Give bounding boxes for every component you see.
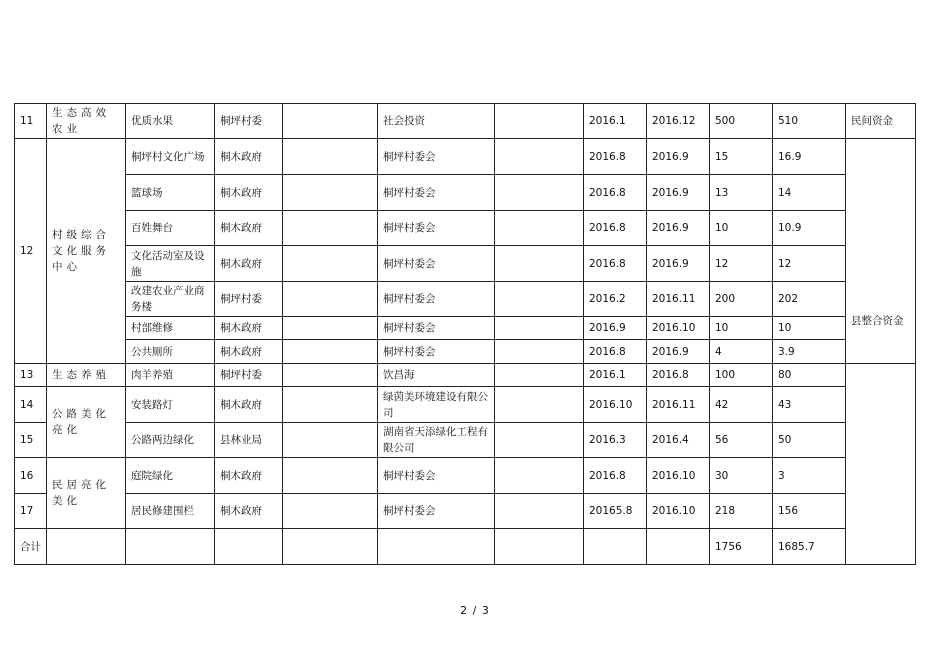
project-cell: 村部维修 — [126, 317, 215, 340]
start-date-cell: 2016.8 — [584, 211, 647, 246]
row-number: 11 — [15, 104, 47, 139]
planned-amount-cell: 12 — [710, 246, 773, 282]
blank-cell — [495, 175, 584, 211]
unit-cell: 桐木政府 — [215, 340, 283, 364]
actual-amount-cell: 16.9 — [773, 139, 846, 175]
unit-cell: 桐木政府 — [215, 211, 283, 246]
end-date-cell: 2016.10 — [647, 458, 710, 494]
unit-cell: 桐木政府 — [215, 317, 283, 340]
row-number: 14 — [15, 387, 47, 423]
blank-cell — [283, 317, 378, 340]
project-cell: 优质水果 — [126, 104, 215, 139]
actual-amount-cell: 3.9 — [773, 340, 846, 364]
blank-cell — [283, 423, 378, 458]
actual-amount-cell: 43 — [773, 387, 846, 423]
actual-amount-cell: 510 — [773, 104, 846, 139]
investor-cell: 桐坪村委会 — [378, 246, 495, 282]
project-cell: 居民修建围栏 — [126, 494, 215, 529]
unit-cell: 桐坪村委 — [215, 364, 283, 387]
unit-cell: 桐木政府 — [215, 494, 283, 529]
unit-cell: 桐木政府 — [215, 246, 283, 282]
start-date-cell: 2016.8 — [584, 246, 647, 282]
blank-cell — [283, 494, 378, 529]
unit-cell: 桐坪村委 — [215, 282, 283, 317]
table-row — [15, 175, 916, 211]
blank-cell — [47, 529, 126, 565]
end-date-cell: 2016.10 — [647, 317, 710, 340]
table-row — [15, 282, 916, 317]
blank-cell — [283, 458, 378, 494]
table-row — [15, 246, 916, 282]
planned-amount-cell: 13 — [710, 175, 773, 211]
investor-cell: 桐坪村委会 — [378, 317, 495, 340]
investor-cell: 桐坪村委会 — [378, 282, 495, 317]
actual-amount-cell: 10.9 — [773, 211, 846, 246]
planned-amount-cell: 4 — [710, 340, 773, 364]
blank-cell — [495, 340, 584, 364]
blank-cell — [283, 104, 378, 139]
blank-cell — [378, 529, 495, 565]
unit-cell: 桐木政府 — [215, 387, 283, 423]
total-planned: 1756 — [710, 529, 773, 565]
totals-row — [15, 529, 916, 565]
table-row — [15, 139, 916, 175]
project-table — [14, 103, 916, 565]
planned-amount-cell: 10 — [710, 317, 773, 340]
investor-cell: 绿茵美环境建设有限公司 — [378, 387, 495, 423]
start-date-cell: 20165.8 — [584, 494, 647, 529]
category-cell: 村级综合文化服务中心 — [47, 139, 126, 364]
unit-cell: 县林业局 — [215, 423, 283, 458]
actual-amount-cell: 50 — [773, 423, 846, 458]
planned-amount-cell: 15 — [710, 139, 773, 175]
project-cell: 公共厕所 — [126, 340, 215, 364]
investor-cell: 桐坪村委会 — [378, 494, 495, 529]
planned-amount-cell: 218 — [710, 494, 773, 529]
row-number: 12 — [15, 139, 47, 364]
project-cell: 庭院绿化 — [126, 458, 215, 494]
table-row — [15, 104, 916, 139]
table-row — [15, 317, 916, 340]
end-date-cell: 2016.11 — [647, 282, 710, 317]
totals-label: 合计 — [15, 529, 47, 565]
start-date-cell: 2016.1 — [584, 104, 647, 139]
planned-amount-cell: 100 — [710, 364, 773, 387]
blank-cell — [283, 282, 378, 317]
table-row — [15, 423, 916, 458]
actual-amount-cell: 202 — [773, 282, 846, 317]
table-row — [15, 458, 916, 494]
blank-cell — [126, 529, 215, 565]
start-date-cell: 2016.8 — [584, 139, 647, 175]
start-date-cell: 2016.10 — [584, 387, 647, 423]
project-cell: 桐坪村文化广场 — [126, 139, 215, 175]
planned-amount-cell: 200 — [710, 282, 773, 317]
blank-cell — [495, 246, 584, 282]
blank-cell — [283, 246, 378, 282]
investor-cell: 桐坪村委会 — [378, 340, 495, 364]
project-cell: 公路两边绿化 — [126, 423, 215, 458]
unit-cell: 桐木政府 — [215, 458, 283, 494]
table-row — [15, 494, 916, 529]
start-date-cell: 2016.2 — [584, 282, 647, 317]
blank-cell — [495, 423, 584, 458]
actual-amount-cell: 3 — [773, 458, 846, 494]
end-date-cell: 2016.11 — [647, 387, 710, 423]
blank-cell — [283, 529, 378, 565]
investor-cell: 桐坪村委会 — [378, 211, 495, 246]
table-row — [15, 211, 916, 246]
start-date-cell: 2016.1 — [584, 364, 647, 387]
start-date-cell: 2016.9 — [584, 317, 647, 340]
category-cell: 公路美化亮化 — [47, 387, 126, 458]
blank-cell — [215, 529, 283, 565]
blank-cell — [495, 139, 584, 175]
investor-cell: 湖南省天添绿化工程有限公司 — [378, 423, 495, 458]
category-cell: 生态高效农业 — [47, 104, 126, 139]
page-indicator: 2 / 3 — [460, 604, 490, 617]
total-actual: 1685.7 — [773, 529, 846, 565]
end-date-cell: 2016.4 — [647, 423, 710, 458]
table-row — [15, 364, 916, 387]
funding-source-cell: 民间资金 — [846, 104, 916, 139]
project-cell: 篮球场 — [126, 175, 215, 211]
category-cell: 生态养殖 — [47, 364, 126, 387]
blank-cell — [647, 529, 710, 565]
investor-cell: 桐坪村委会 — [378, 175, 495, 211]
project-cell: 百姓舞台 — [126, 211, 215, 246]
project-cell: 改建农业产业商务楼 — [126, 282, 215, 317]
blank-cell — [283, 364, 378, 387]
row-number: 17 — [15, 494, 47, 529]
planned-amount-cell: 56 — [710, 423, 773, 458]
blank-cell — [283, 387, 378, 423]
end-date-cell: 2016.9 — [647, 139, 710, 175]
project-cell: 肉羊养殖 — [126, 364, 215, 387]
blank-cell — [495, 387, 584, 423]
blank-cell — [283, 340, 378, 364]
table-row — [15, 387, 916, 423]
blank-cell — [495, 364, 584, 387]
end-date-cell: 2016.9 — [647, 175, 710, 211]
start-date-cell: 2016.8 — [584, 458, 647, 494]
project-cell: 安装路灯 — [126, 387, 215, 423]
funding-source-cell: 县整合资金 — [846, 139, 916, 364]
actual-amount-cell: 12 — [773, 246, 846, 282]
blank-cell — [495, 494, 584, 529]
planned-amount-cell: 10 — [710, 211, 773, 246]
row-number: 16 — [15, 458, 47, 494]
unit-cell: 桐木政府 — [215, 139, 283, 175]
end-date-cell: 2016.9 — [647, 246, 710, 282]
start-date-cell: 2016.3 — [584, 423, 647, 458]
funding-source-cell — [846, 364, 916, 565]
blank-cell — [495, 104, 584, 139]
blank-cell — [495, 458, 584, 494]
investor-cell: 桐坪村委会 — [378, 139, 495, 175]
project-cell: 文化活动室及设施 — [126, 246, 215, 282]
end-date-cell: 2016.9 — [647, 340, 710, 364]
end-date-cell: 2016.10 — [647, 494, 710, 529]
start-date-cell: 2016.8 — [584, 175, 647, 211]
table-row — [15, 340, 916, 364]
blank-cell — [283, 139, 378, 175]
row-number: 15 — [15, 423, 47, 458]
actual-amount-cell: 80 — [773, 364, 846, 387]
row-number: 13 — [15, 364, 47, 387]
investor-cell: 社会投资 — [378, 104, 495, 139]
end-date-cell: 2016.9 — [647, 211, 710, 246]
blank-cell — [283, 211, 378, 246]
actual-amount-cell: 10 — [773, 317, 846, 340]
blank-cell — [495, 211, 584, 246]
blank-cell — [495, 317, 584, 340]
unit-cell: 桐坪村委 — [215, 104, 283, 139]
start-date-cell: 2016.8 — [584, 340, 647, 364]
actual-amount-cell: 14 — [773, 175, 846, 211]
planned-amount-cell: 30 — [710, 458, 773, 494]
blank-cell — [495, 282, 584, 317]
investor-cell: 桐坪村委会 — [378, 458, 495, 494]
blank-cell — [495, 529, 584, 565]
blank-cell — [283, 175, 378, 211]
blank-cell — [584, 529, 647, 565]
actual-amount-cell: 156 — [773, 494, 846, 529]
investor-cell: 饮昌海 — [378, 364, 495, 387]
end-date-cell: 2016.8 — [647, 364, 710, 387]
category-cell: 民居亮化美化 — [47, 458, 126, 529]
unit-cell: 桐木政府 — [215, 175, 283, 211]
planned-amount-cell: 42 — [710, 387, 773, 423]
planned-amount-cell: 500 — [710, 104, 773, 139]
end-date-cell: 2016.12 — [647, 104, 710, 139]
